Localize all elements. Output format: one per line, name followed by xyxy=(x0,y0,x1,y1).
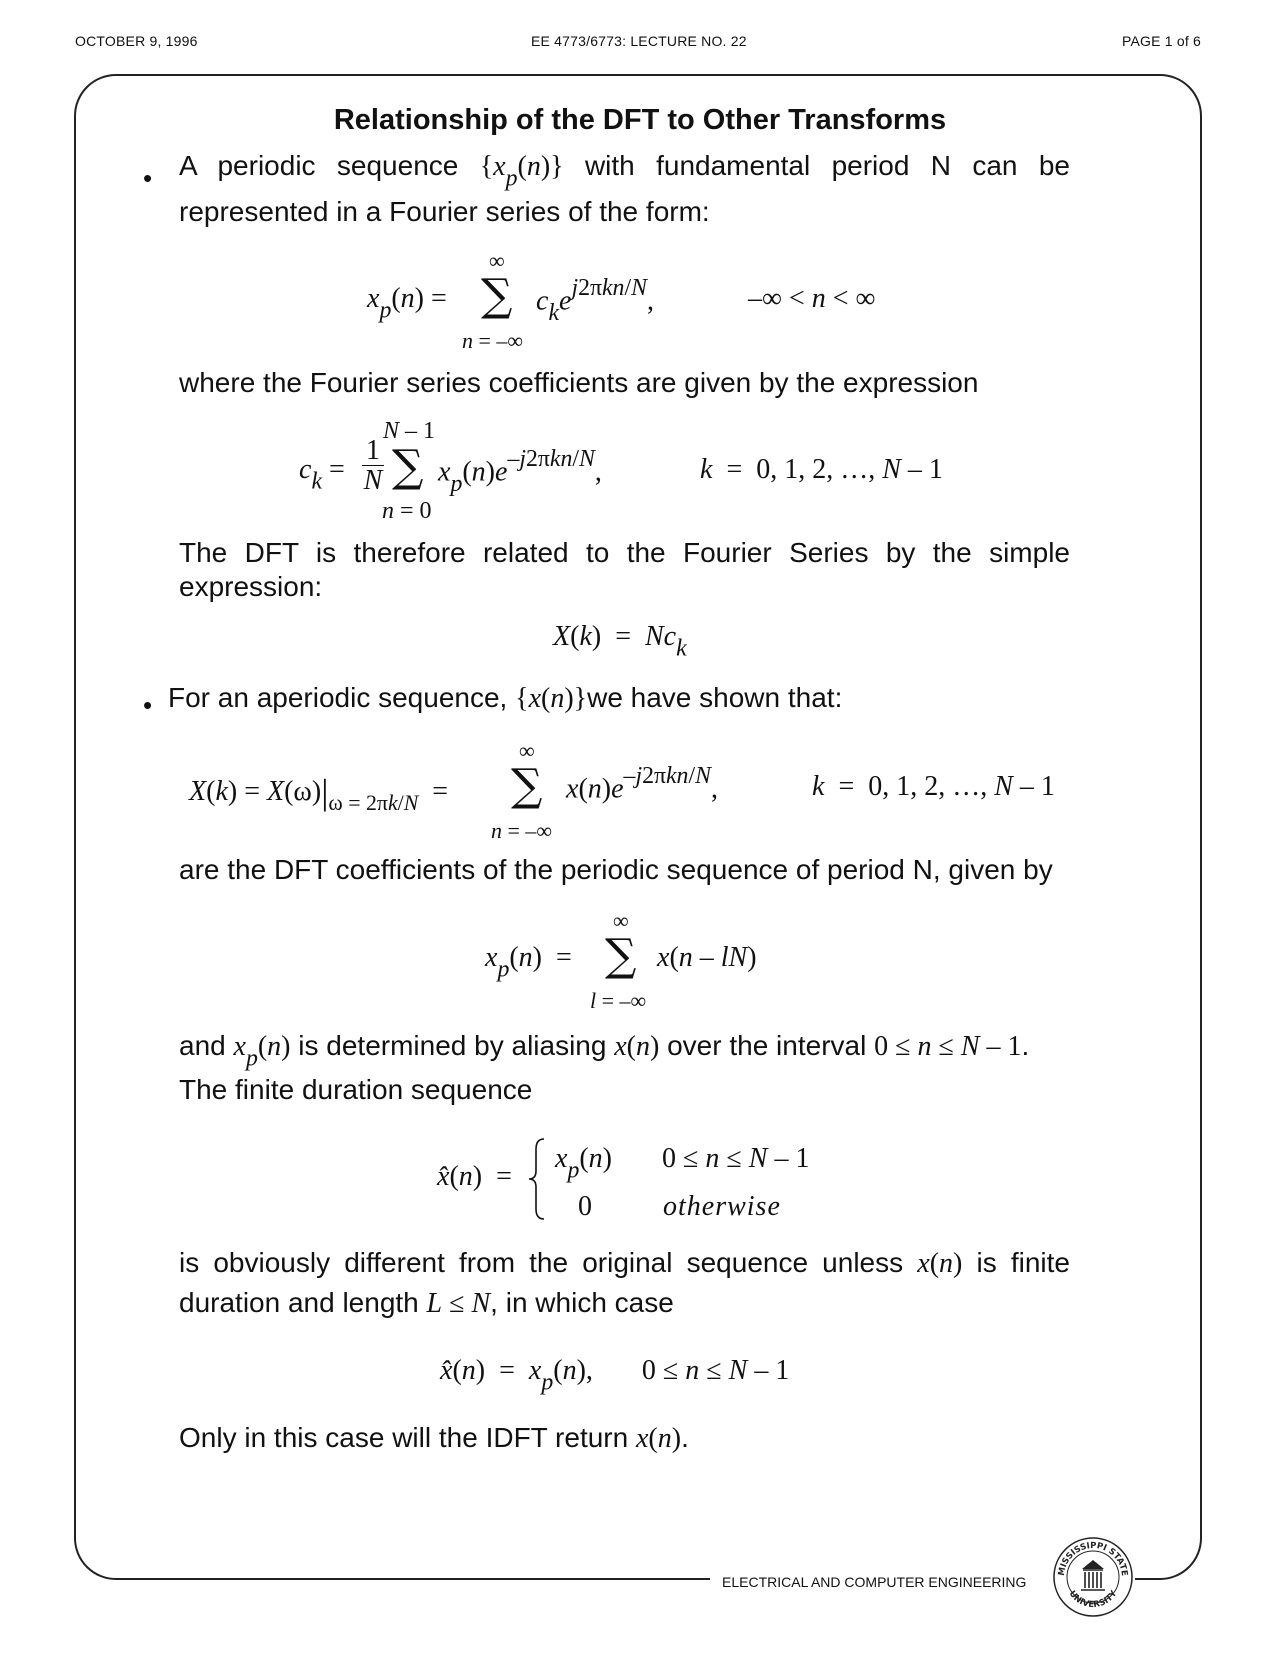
eq6-case2-value: 0 xyxy=(578,1191,592,1222)
eq2-fraction: 1 N xyxy=(363,435,383,496)
eq5-sum-lower: l = –∞ xyxy=(590,988,647,1013)
eq2-lhs: $c_k$ = xyxy=(299,454,345,495)
eq6-case1-value: $x_p(n)$ xyxy=(555,1143,612,1184)
seal-bottom-text: UNIVERSITY xyxy=(1066,1589,1120,1611)
bullet1-line3: where the Fourier series coefficients are given by the expression xyxy=(179,367,979,398)
eq4-sigma: ∑ xyxy=(511,760,543,811)
eq4-sum-lower: n = –∞ xyxy=(491,818,553,843)
header-date: OCTOBER 9, 1996 xyxy=(75,33,198,49)
bullet1-line5: expression: xyxy=(179,571,323,602)
eq5-body: x(n – lN) xyxy=(657,942,757,973)
eq4-body: $x(n)e^{-j2\pi kn/N}$, xyxy=(566,763,718,805)
header-page: PAGE 1 of 6 xyxy=(1122,33,1201,49)
eq5-lhs: $x_p(n)$ = xyxy=(485,942,572,983)
eq2-range: k = 0, 1, 2, …, N – 1 xyxy=(700,454,943,485)
eq6-case2-cond: otherwise xyxy=(663,1191,781,1222)
eq1-body: $c_ke^{j2\pi kn/N}$, xyxy=(536,275,654,326)
bullet2-line2: are the DFT coefficients of the periodic sequence of period N, given by xyxy=(179,854,1053,885)
bullet2-line3: and $x_p(n)$ is determined by aliasing x(n) over the interval 0 ≤ n ≤ N – 1. xyxy=(179,1030,1030,1072)
university-seal-icon xyxy=(1052,1536,1134,1618)
bullet1-line4: The DFT is therefore related to the Fourier Series by the simple xyxy=(179,537,1070,568)
eq4-sum-upper: ∞ xyxy=(519,738,535,763)
eq5-sigma: ∑ xyxy=(605,930,637,981)
eq6-case1-cond: 0 ≤ n ≤ N – 1 xyxy=(662,1143,810,1174)
bullet2-line6: duration and length L ≤ N, in which case xyxy=(179,1287,674,1319)
bullet1-line2: represented in a Fourier series of the form: xyxy=(179,196,710,227)
bullet2-line5: is obviously different from the original sequence unless x(n) is finite xyxy=(179,1247,1070,1279)
bullet2-line7: Only in this case will the IDFT return x(n). xyxy=(179,1422,689,1454)
eq7: x̂(n) = $x_p(n)$, 0 ≤ n ≤ N – 1 xyxy=(440,1355,790,1396)
eq6-lhs: x̂(n) = xyxy=(437,1161,512,1192)
eq2-sum-upper: N – 1 xyxy=(383,418,436,444)
eq4-lhs: $X(k) = X(\omega)|_{\omega = 2\pi k/N}$ = xyxy=(189,772,449,815)
eq3: $X(k) = Nc_k$ xyxy=(553,621,687,662)
bullet2-line4: The finite duration sequence xyxy=(179,1074,533,1105)
eq2-sigma: ∑ xyxy=(392,441,424,492)
eq1-sigma: ∑ xyxy=(481,270,513,321)
header-course: EE 4773/6773: LECTURE NO. 22 xyxy=(531,33,747,49)
bullet-marker: • xyxy=(143,163,153,193)
eq2-body: $x_p(n)e^{-j2\pi kn/N}$, xyxy=(438,446,602,497)
bullet-marker: • xyxy=(143,690,153,720)
page-title: Relationship of the DFT to Other Transforms xyxy=(333,104,947,136)
bullet1-line1: A periodic sequence $\{x_p(n)\}$ with fundamental period N can be xyxy=(179,150,1070,192)
eq4-range: k = 0, 1, 2, …, N – 1 xyxy=(812,771,1055,802)
eq1-range: –∞ < n < ∞ xyxy=(748,283,876,314)
eq1-sum-lower: n = –∞ xyxy=(462,328,524,353)
eq2-sum-lower: n = 0 xyxy=(382,498,432,524)
seal-top-text: MISSISSIPPI STATE xyxy=(1056,1540,1130,1577)
bullet2-line1: For an aperiodic sequence, {x(n)}we have shown that: xyxy=(168,682,843,714)
eq1-lhs: $x_p(n)$ = xyxy=(367,283,447,324)
eq1-sum-upper: ∞ xyxy=(489,248,505,273)
eq5-sum-upper: ∞ xyxy=(613,908,629,933)
footer-dept: ELECTRICAL AND COMPUTER ENGINEERING xyxy=(722,1574,1027,1590)
eq6-brace xyxy=(526,1137,548,1221)
